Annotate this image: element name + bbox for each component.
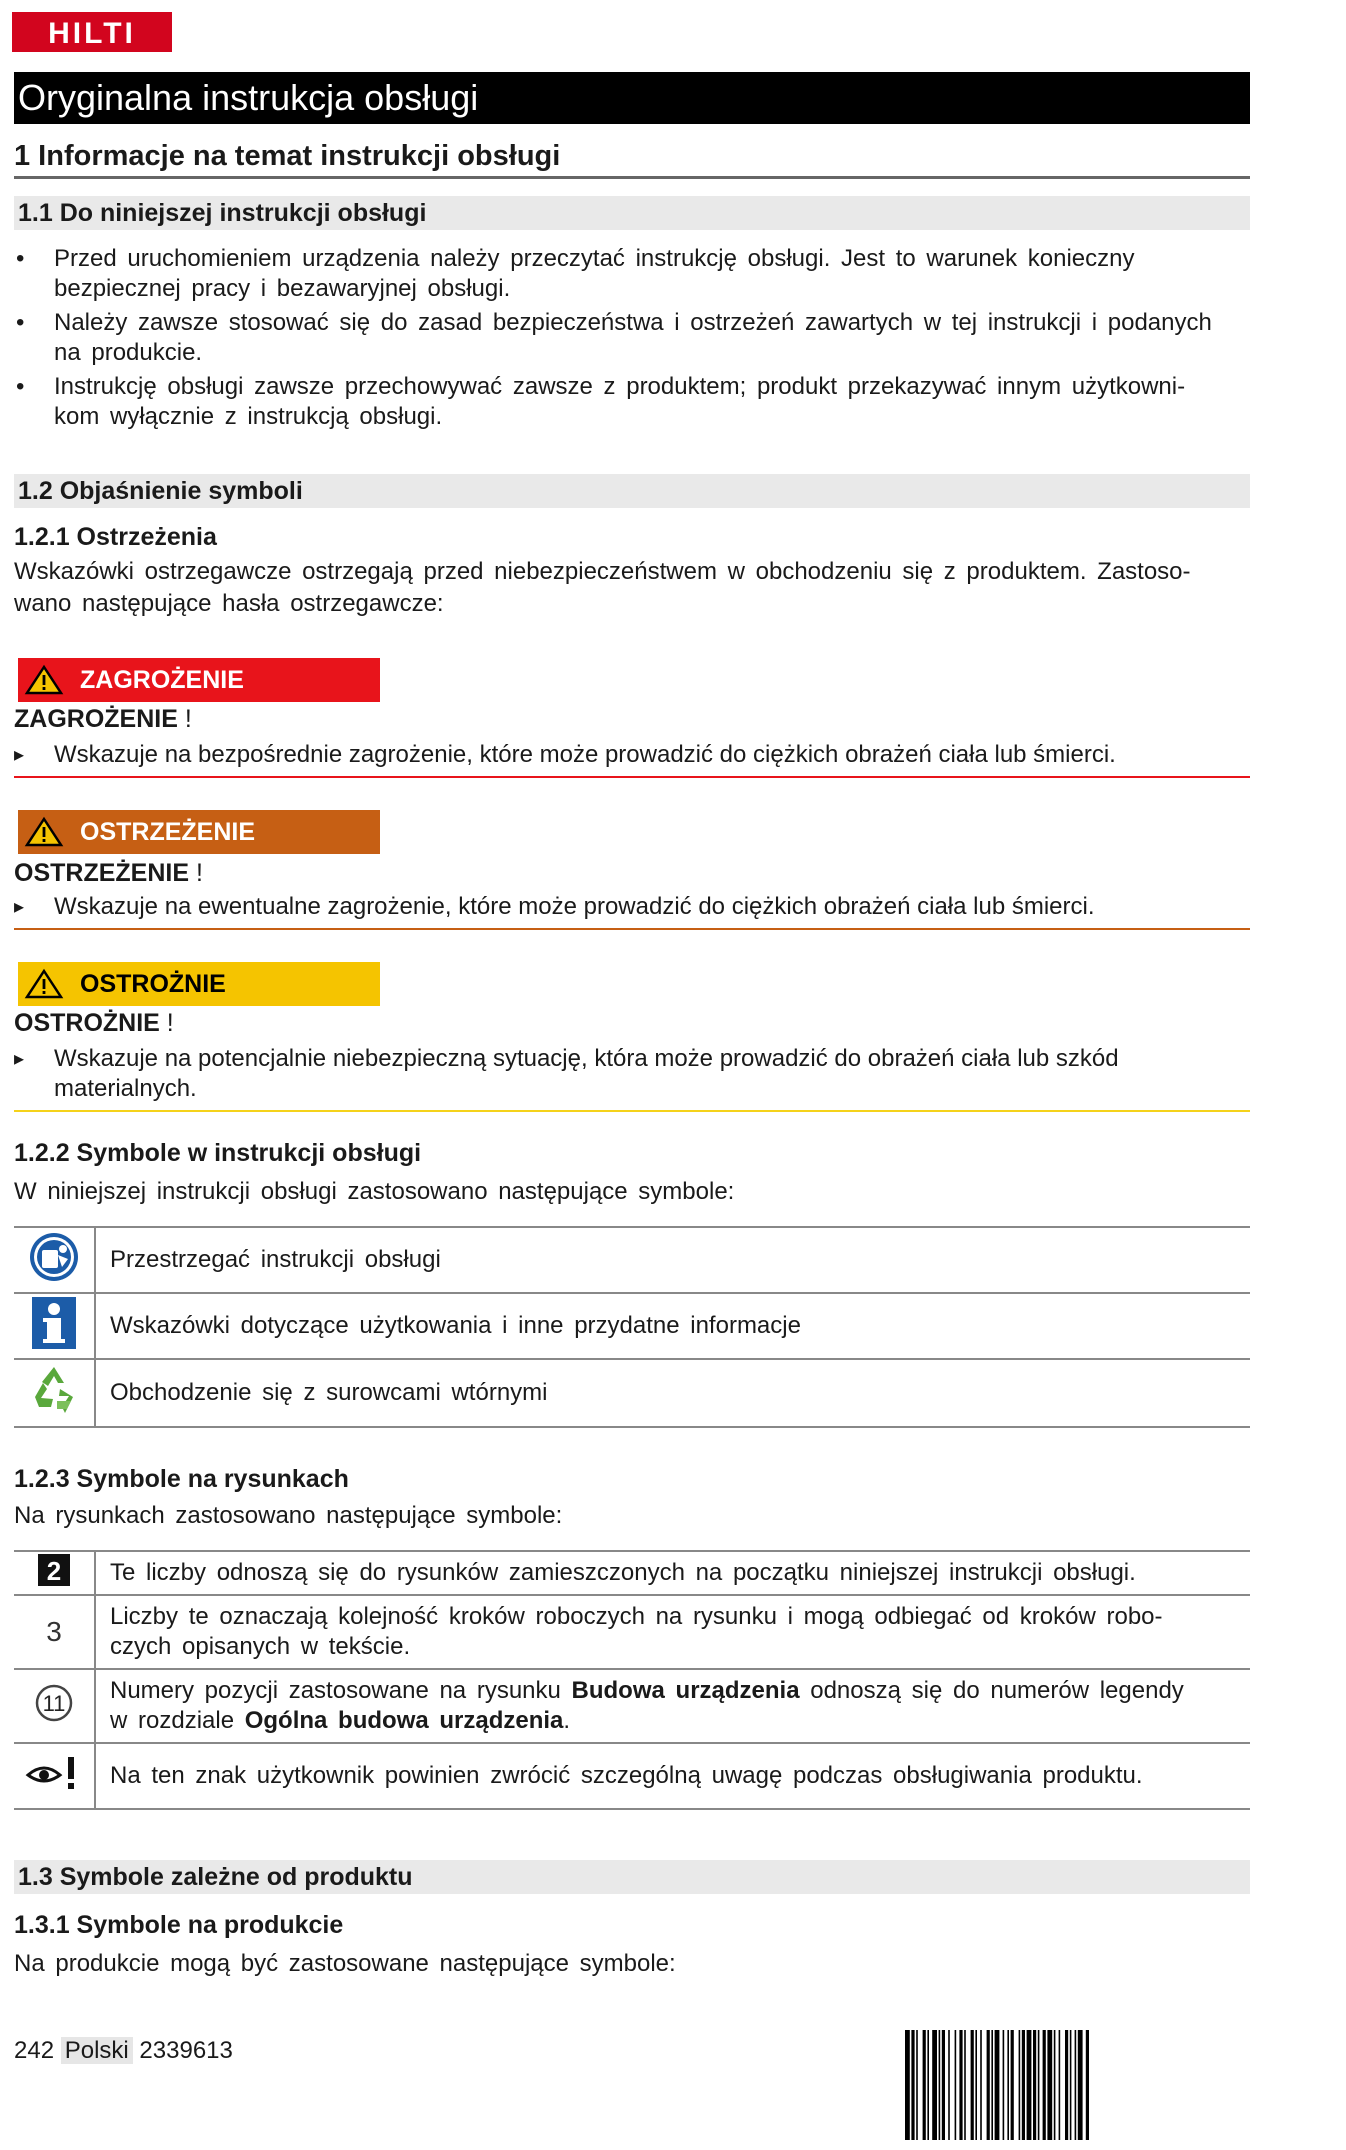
warnings-intro: Wskazówki ostrzegawcze ostrzegają przed niebezpieczeństwem w obchodzeniu się z produktem. Zastoso- wano następujące hasła ostrzegawcze: (14, 558, 1191, 617)
list-item: • Instrukcję obsługi zawsze przechowywać zawsze z produktem; produkt przekazywać innym użytkowni- kom wyłącznie z instrukcją obsługi. (14, 372, 1334, 432)
figure-number-icon (37, 1553, 71, 1587)
barcode-stripe (1033, 2030, 1036, 2140)
svg-text:HILTI: HILTI (48, 17, 136, 50)
barcode-stripe (1003, 2030, 1005, 2140)
caution-description: ▸ Wskazuje na potencjalnie niebezpieczną sytuację, która może prowadzić do obrażeń ciała lub szkód materialnych. (14, 1044, 1250, 1104)
danger-description: ▸ Wskazuje na bezpośrednie zagrożenie, które może prowadzić do ciężkich obrażeń ciała lub śmierci. (14, 740, 1250, 770)
page-footer (14, 2034, 233, 2068)
page-title: Oryginalna instrukcja obsługi (14, 72, 1250, 124)
barcode-stripe (1043, 2030, 1046, 2140)
page-number: 242 (14, 2037, 55, 2064)
manual-symbols-table (14, 1226, 1250, 1428)
svg-text:2: 2 (46, 1555, 62, 1586)
document-number: 2339613 (139, 2037, 233, 2064)
barcode-stripe (1047, 2030, 1052, 2140)
barcode-stripe (980, 2030, 982, 2140)
barcode-stripe (1019, 2030, 1021, 2140)
warning-triangle-icon (24, 816, 64, 848)
section-1-heading: 1 Informacje na temat instrukcji obsługi (14, 140, 561, 172)
barcode-stripe (975, 2030, 977, 2140)
barcode-stripe (905, 2030, 910, 2140)
caution-rule (14, 1110, 1250, 1112)
barcode-stripe (911, 2030, 914, 2140)
legend-number-icon (34, 1683, 74, 1723)
warning-banner: OSTRZEŻENIE (18, 810, 380, 854)
barcode-stripe (964, 2030, 966, 2140)
danger-title: ZAGROŻENIE ! (14, 705, 192, 733)
list-item: • Przed uruchomieniem urządzenia należy przeczytać instrukcję obsługi. Jest to warunek konieczny bezpiecznej pracy i bezawaryjnej obsługi. (14, 244, 1334, 304)
table-row (14, 1551, 1250, 1595)
barcode-stripe (1038, 2030, 1040, 2140)
barcode-stripe (927, 2030, 929, 2140)
attention-eye-icon (24, 1753, 84, 1793)
section-1-rule (14, 176, 1250, 179)
caution-title: OSTROŻNIE ! (14, 1009, 174, 1037)
warning-triangle-icon (24, 664, 64, 696)
figure-symbols-table (14, 1550, 1250, 1810)
svg-text:11: 11 (42, 1690, 66, 1716)
table-row (14, 1293, 1250, 1359)
section-1-2-1-heading: 1.2.1 Ostrzeżenia (14, 523, 217, 551)
section-1-3-heading: 1.3 Symbole zależne od produktu (14, 1860, 1250, 1894)
language-label: Polski (61, 2037, 133, 2064)
barcode-stripe (1011, 2030, 1014, 2140)
table-row (14, 1669, 1250, 1743)
info-icon (30, 1295, 78, 1351)
warning-rule (14, 928, 1250, 930)
barcode-stripe (1054, 2030, 1056, 2140)
section-1-2-3-heading: 1.2.3 Symbole na rysunkach (14, 1465, 349, 1493)
hilti-logo (12, 12, 172, 52)
manual-symbols-intro: W niniejszej instrukcji obsługi zastosowano następujące symbole: (14, 1178, 735, 1205)
barcode-stripe (1027, 2030, 1032, 2140)
symbol-description: Liczby te oznaczają kolejność kroków roboczych na rysunku i mogą odbiegać od kroków robo- czych opisanych w tekście. (95, 1595, 1250, 1669)
barcode-stripe (1086, 2030, 1089, 2140)
table-row (14, 1227, 1250, 1293)
symbol-description: Przestrzegać instrukcji obsługi (95, 1227, 1250, 1293)
section-1-1-heading: 1.1 Do niniejszej instrukcji obsługi (14, 196, 1250, 230)
warning-description: ▸ Wskazuje na ewentualne zagrożenie, które może prowadzić do ciężkich obrażeń ciała lub śmierci. (14, 892, 1250, 922)
barcode-stripe (955, 2030, 957, 2140)
barcode-stripe (939, 2030, 941, 2140)
barcode-stripe (916, 2030, 918, 2140)
product-symbols-intro: Na produkcie mogą być zastosowane następujące symbole: (14, 1950, 676, 1977)
table-row (14, 1743, 1250, 1809)
barcode-stripe (923, 2030, 926, 2140)
section-1-2-heading: 1.2 Objaśnienie symboli (14, 474, 1250, 508)
barcode-stripe (942, 2030, 945, 2140)
table-row (14, 1359, 1250, 1427)
barcode-stripe (971, 2030, 974, 2140)
barcode-stripe (987, 2030, 990, 2140)
symbol-description: Na ten znak użytkownik powinien zwrócić szczególną uwagę podczas obsługiwania produktu. (95, 1743, 1250, 1809)
barcode-stripe (932, 2030, 937, 2140)
barcode-stripe (1070, 2030, 1072, 2140)
barcode-stripe (1065, 2030, 1068, 2140)
symbol-description: Te liczby odnoszą się do rysunków zamieszczonych na początku niniejszej instrukcji obsługi. (95, 1551, 1250, 1595)
barcode-stripe (959, 2030, 962, 2140)
danger-banner: ZAGROŻENIE (18, 658, 380, 702)
step-number-icon: 3 (46, 1616, 62, 1647)
barcode-stripe (991, 2030, 993, 2140)
symbol-description: Numery pozycji zastosowane na rysunku Budowa urządzenia odnoszą się do numerów legendy w rozdziale Ogólna budowa urządzenia. (95, 1669, 1250, 1743)
barcode-stripe (1007, 2030, 1009, 2140)
warning-triangle-icon (24, 968, 64, 1000)
barcode-stripe (1059, 2030, 1061, 2140)
symbol-description: Obchodzenie się z surowcami wtórnymi (95, 1359, 1250, 1427)
barcode-stripe (1078, 2030, 1083, 2140)
manual-notes-list (14, 244, 1334, 436)
table-row (14, 1595, 1250, 1669)
read-manual-icon (28, 1231, 80, 1283)
warning-title: OSTRZEŻENIE ! (14, 859, 203, 887)
barcode-stripe (948, 2030, 950, 2140)
symbol-description: Wskazówki dotyczące użytkowania i inne przydatne informacje (95, 1293, 1250, 1359)
barcode (905, 2030, 1245, 2140)
section-1-2-2-heading: 1.2.2 Symbole w instrukcji obsługi (14, 1139, 422, 1167)
recycling-icon (27, 1363, 81, 1417)
barcode-stripe (995, 2030, 1000, 2140)
figure-symbols-intro: Na rysunkach zastosowano następujące symbole: (14, 1502, 563, 1529)
danger-rule (14, 776, 1250, 778)
list-item: • Należy zawsze stosować się do zasad bezpieczeństwa i ostrzeżeń zawartych w tej instrukcji i podanych na produkcie. (14, 308, 1334, 368)
barcode-stripe (1022, 2030, 1025, 2140)
caution-banner: OSTROŻNIE (18, 962, 380, 1006)
section-1-3-1-heading: 1.3.1 Symbole na produkcie (14, 1911, 344, 1939)
barcode-stripe (1075, 2030, 1077, 2140)
